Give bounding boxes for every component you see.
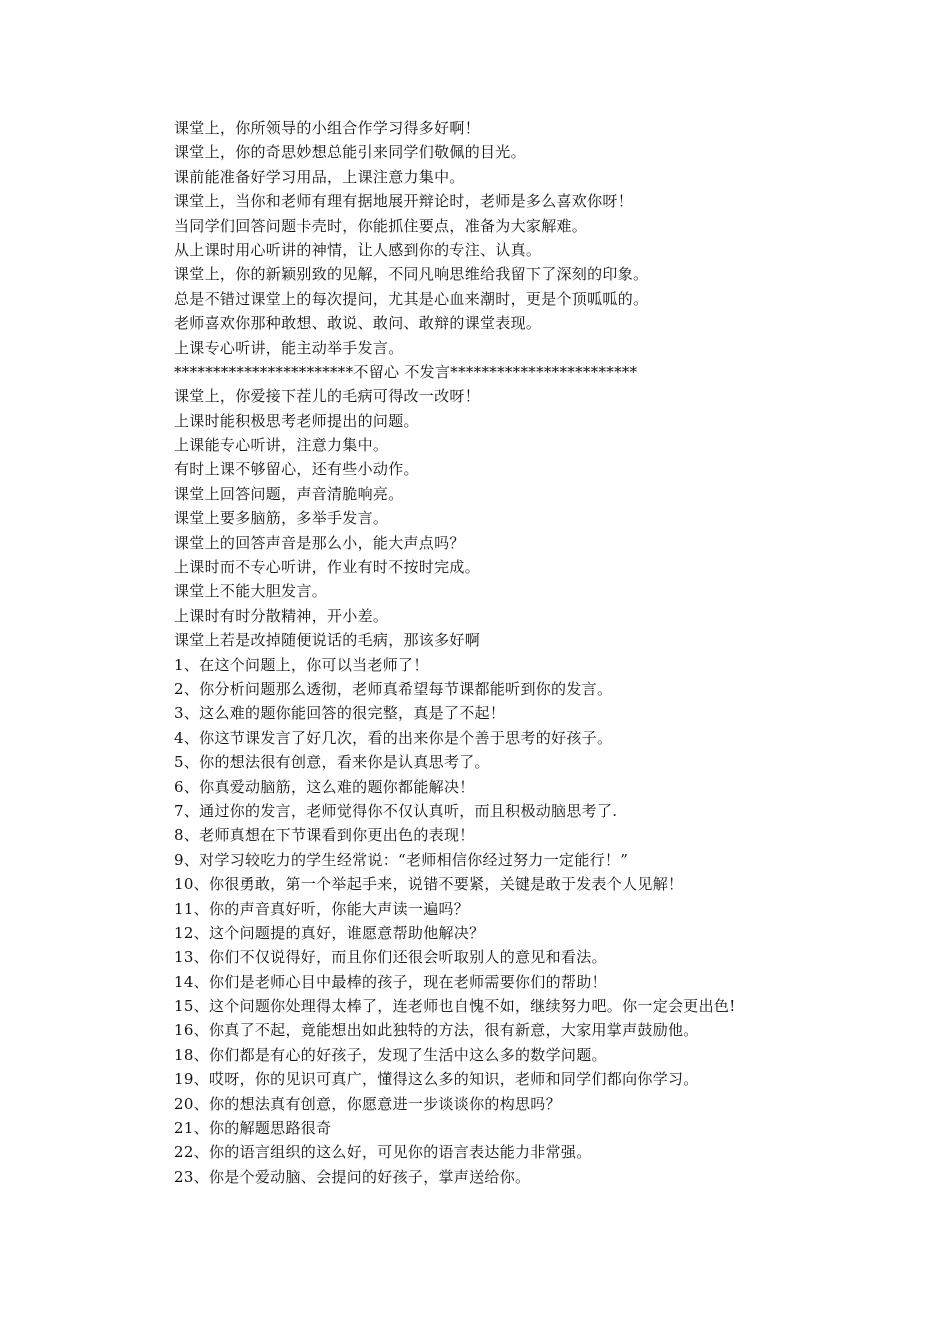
text-line: 16、你真了不起，竟能想出如此独特的方法，很有新意，大家用掌声鼓励他。 bbox=[174, 1021, 699, 1040]
text-line: 上课专心听讲，能主动举手发言。 bbox=[174, 338, 404, 357]
text-line: 22、你的语言组织的这么好，可见你的语言表达能力非常强。 bbox=[174, 1143, 592, 1162]
text-line: 4、你这节课发言了好几次，看的出来你是个善于思考的好孩子。 bbox=[174, 728, 613, 747]
text-line: 20、你的想法真有创意，你愿意进一步谈谈你的构思吗？ bbox=[174, 1094, 561, 1113]
text-line: 11、你的声音真好听，你能大声读一遍吗？ bbox=[174, 899, 470, 918]
text-line: 总是不错过课堂上的每次提问，尤其是心血来潮时，更是个顶呱呱的。 bbox=[174, 289, 649, 308]
document-body bbox=[174, 116, 874, 1189]
text-line: 9、对学习较吃力的学生经常说：“老师相信你经过努力一定能行！” bbox=[174, 850, 629, 869]
text-line: 23、你是个爱动脑、会提问的好孩子，掌声送给你。 bbox=[174, 1167, 531, 1186]
text-line: 上课时而不专心听讲，作业有时不按时完成。 bbox=[174, 558, 481, 577]
text-line: 当同学们回答问题卡壳时，你能抓住要点，准备为大家解难。 bbox=[174, 216, 588, 235]
text-line: 上课时有时分散精神，开小差。 bbox=[174, 606, 389, 625]
text-line: 1、在这个问题上，你可以当老师了！ bbox=[174, 655, 429, 674]
text-line: 7、通过你的发言，老师觉得你不仅认真听，而且积极动脑思考了. bbox=[174, 801, 618, 820]
text-line: 上课时能积极思考老师提出的问题。 bbox=[174, 411, 419, 430]
text-line: 课堂上不能大胆发言。 bbox=[174, 582, 328, 601]
text-line: 课堂上的回答声音是那么小，能大声点吗？ bbox=[174, 533, 465, 552]
text-line: 6、你真爱动脑筋，这么难的题你都能解决！ bbox=[174, 777, 475, 796]
text-line: 课堂上，你爱接下茬儿的毛病可得改一改呀！ bbox=[174, 387, 481, 406]
text-line: 14、你们是老师心目中最棒的孩子，现在老师需要你们的帮助！ bbox=[174, 972, 607, 991]
text-line: 3、这么难的题你能回答的很完整，真是了不起！ bbox=[174, 704, 506, 723]
text-line: 13、你们不仅说得好，而且你们还很会听取别人的意见和看法。 bbox=[174, 948, 607, 967]
text-line: 10、你很勇敢，第一个举起手来，说错不要紧，关键是敢于发表个人见解！ bbox=[174, 875, 684, 894]
text-line: 从上课时用心听讲的神情，让人感到你的专注、认真。 bbox=[174, 240, 542, 259]
text-line: 课堂上，当你和老师有理有据地展开辩论时，老师是多么喜欢你呀！ bbox=[174, 192, 634, 211]
text-line: 上课能专心听讲，注意力集中。 bbox=[174, 436, 389, 455]
text-line: 12、这个问题提的真好，谁愿意帮助他解决？ bbox=[174, 923, 485, 942]
text-line: 有时上课不够留心，还有些小动作。 bbox=[174, 460, 419, 479]
text-line: 15、这个问题你处理得太棒了，连老师也自愧不如，继续努力吧。你一定会更出色! bbox=[174, 997, 736, 1016]
text-line: 18、你们都是有心的好孩子，发现了生活中这么多的数学问题。 bbox=[174, 1045, 607, 1064]
text-line: 课堂上，你的奇思妙想总能引来同学们敬佩的目光。 bbox=[174, 143, 526, 162]
text-line: 课前能准备好学习用品，上课注意力集中。 bbox=[174, 167, 465, 186]
text-line: 课堂上回答问题，声音清脆响亮。 bbox=[174, 484, 404, 503]
text-line: 19、哎呀，你的见识可真广，懂得这么多的知识，老师和同学们都向你学习。 bbox=[174, 1070, 699, 1089]
text-line: 老师喜欢你那种敢想、敢说、敢问、敢辩的课堂表现。 bbox=[174, 314, 542, 333]
text-line: 8、老师真想在下节课看到你更出色的表现！ bbox=[174, 826, 475, 845]
text-line: 21、你的解题思路很奇 bbox=[174, 1119, 332, 1138]
text-line: 2、你分析问题那么透彻，老师真希望每节课都能听到你的发言。 bbox=[174, 679, 613, 698]
text-line: 课堂上要多脑筋，多举手发言。 bbox=[174, 509, 389, 528]
text-line: 课堂上，你的新颖别致的见解，不同凡响思维给我留下了深刻的印象。 bbox=[174, 265, 649, 284]
text-line: 课堂上，你所领导的小组合作学习得多好啊！ bbox=[174, 119, 481, 137]
text-line: 5、你的想法很有创意，看来你是认真思考了。 bbox=[174, 753, 490, 772]
text-line: ***********************不留心 不发言************************ bbox=[174, 362, 638, 381]
text-line: 课堂上若是改掉随便说话的毛病，那该多好啊 bbox=[174, 631, 481, 650]
